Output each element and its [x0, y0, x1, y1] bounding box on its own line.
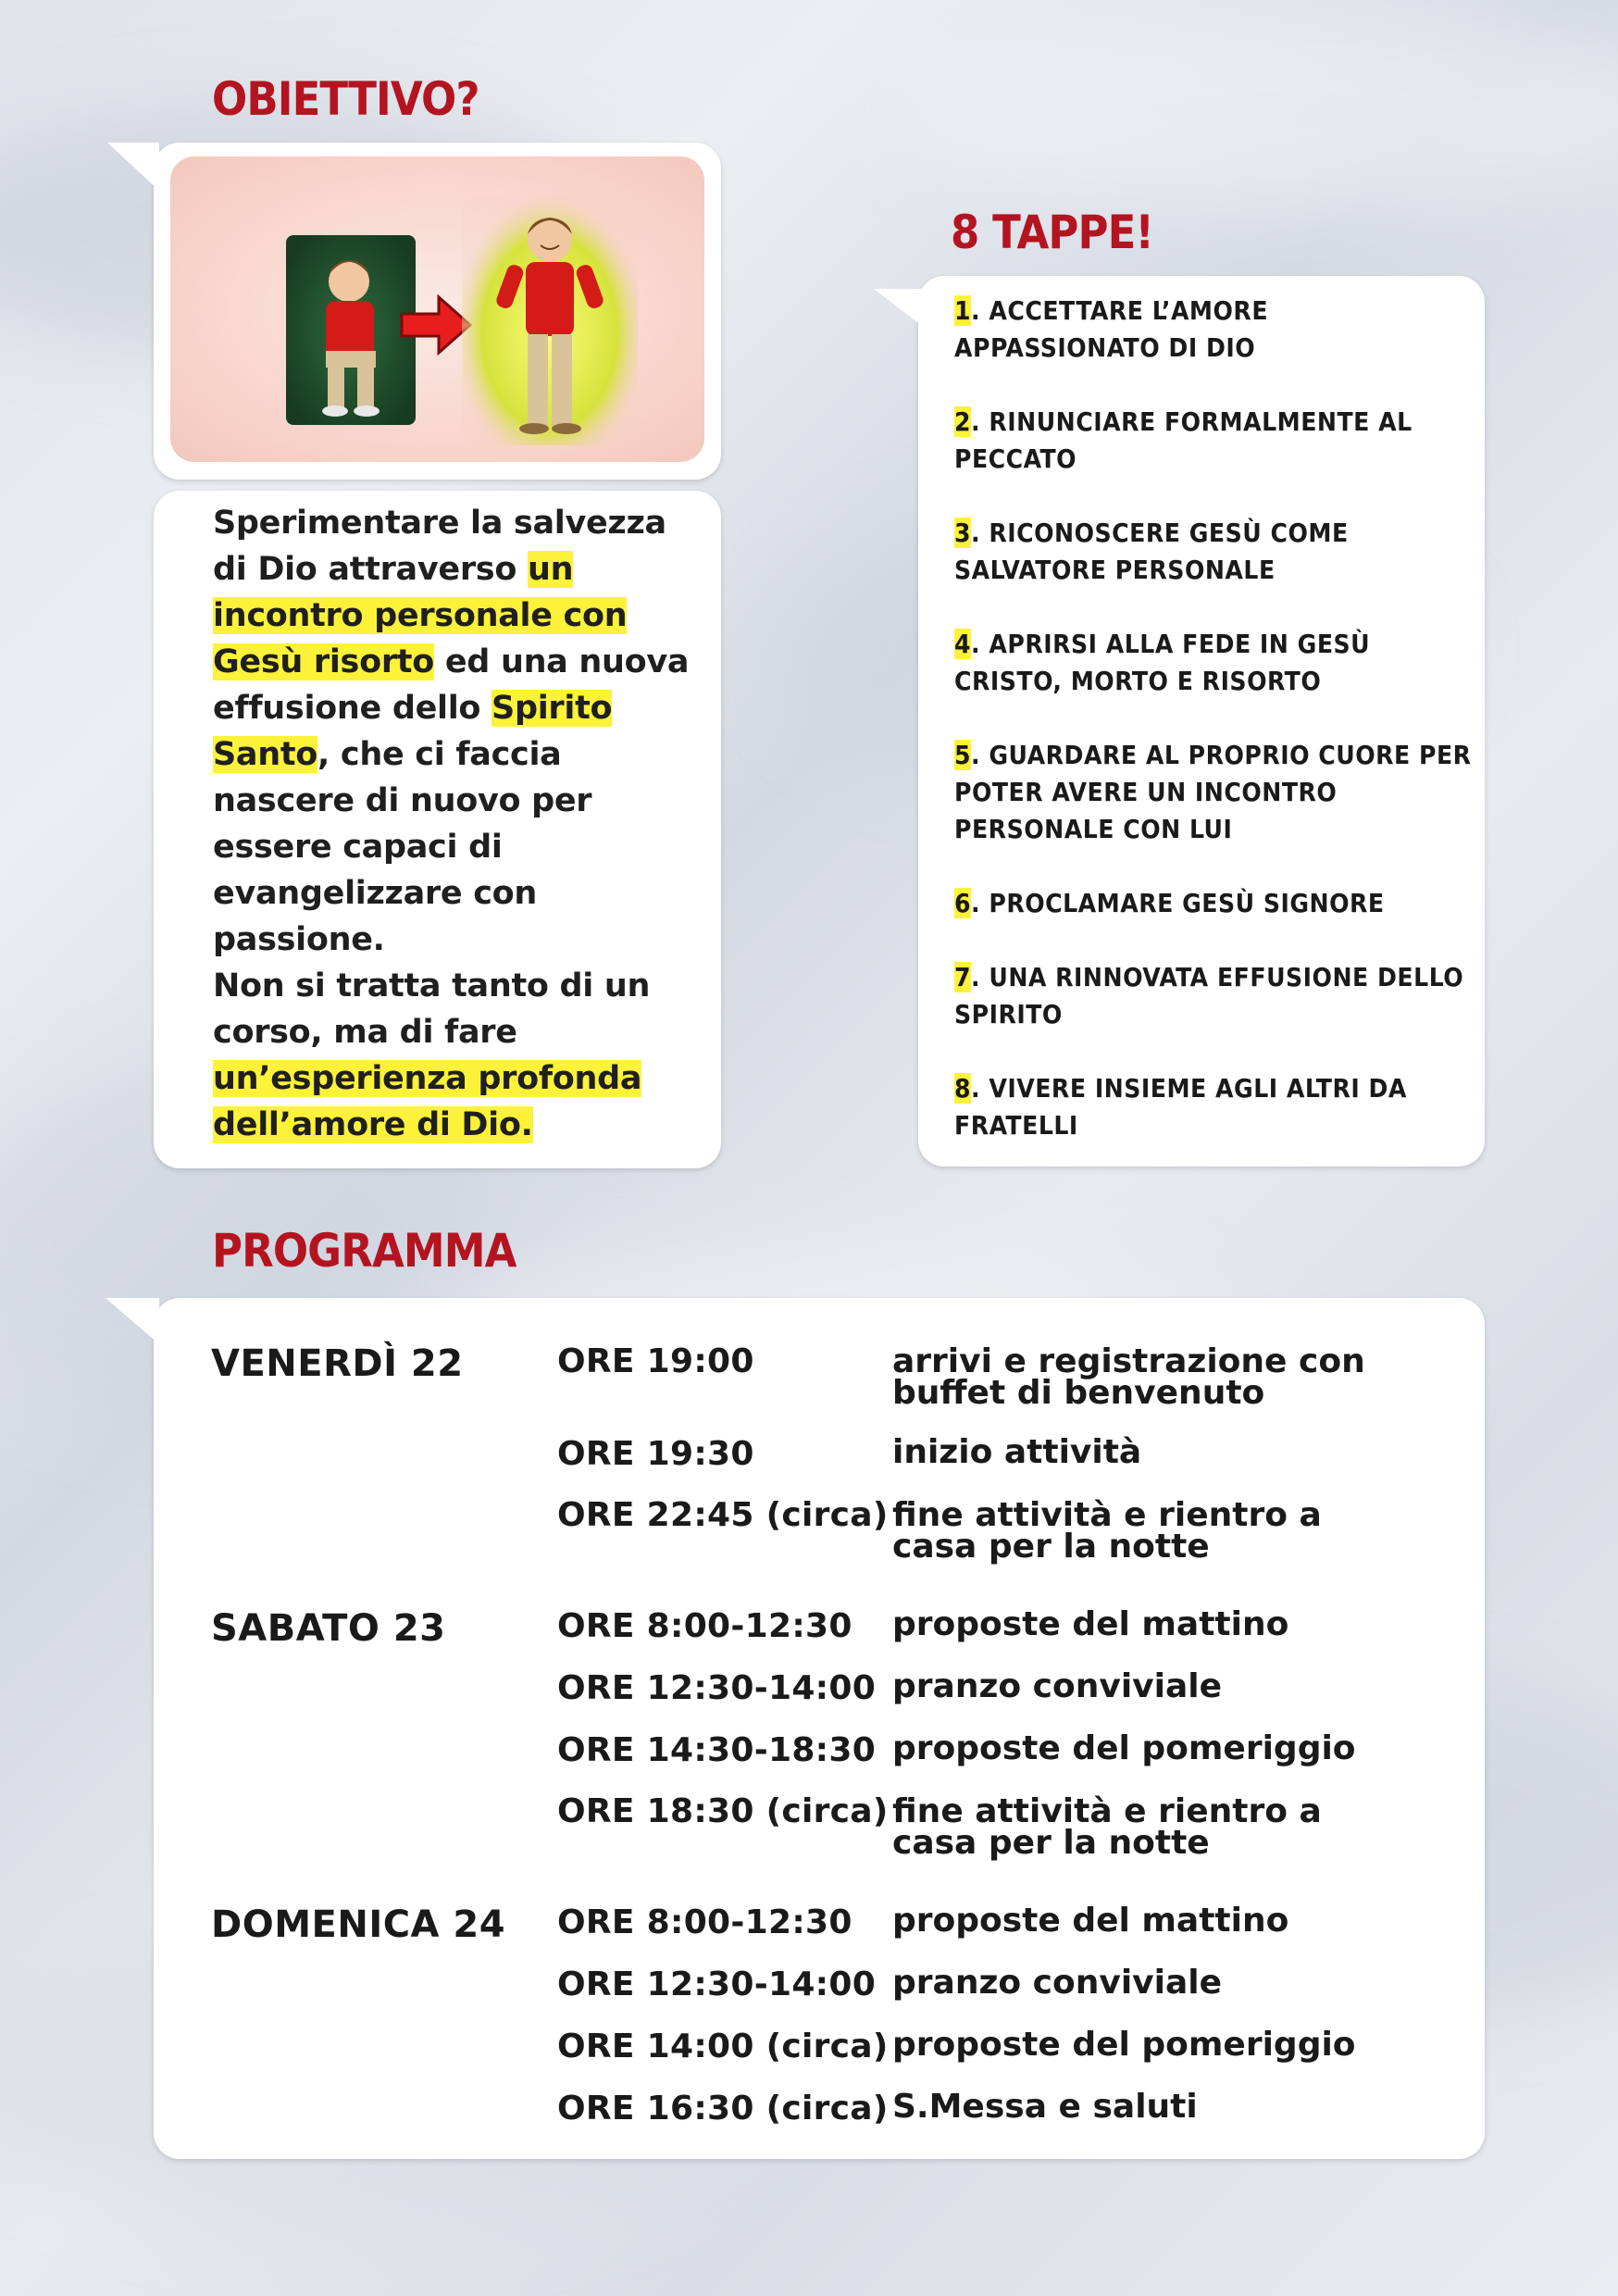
schedule-time: ORE 12:30-14:00: [557, 1965, 877, 2003]
tappa-text: . ACCETTARE L’AMORE APPASSIONATO DI DIO: [954, 295, 1269, 363]
schedule-time: ORE 12:30-14:00: [557, 1669, 877, 1707]
schedule-time: ORE 14:30-18:30: [557, 1731, 877, 1769]
objective-highlight-1: un incontro personale con Gesù risorto: [213, 551, 628, 680]
illustration-bubble: [154, 143, 721, 480]
tappa-text: . VIVERE INSIEME AGLI ALTRI DA FRATELLI: [954, 1073, 1407, 1141]
tappa-number: 6: [954, 888, 972, 918]
schedule-time: ORE 18:30 (circa): [557, 1792, 889, 1830]
schedule-day: SABATO 23: [211, 1607, 446, 1650]
objective-highlight-3: un’esperienza profonda dell’amore di Dio.: [213, 1060, 642, 1143]
tappa-number: 8: [954, 1073, 972, 1104]
schedule-time: ORE 16:30 (circa): [557, 2090, 889, 2128]
tappa-item: [954, 1070, 1473, 1144]
tappa-item: [954, 737, 1473, 848]
objective-text-box: [154, 491, 721, 1168]
objective-text-2: ed una nuova effusione dello: [213, 643, 690, 727]
schedule-activity: proposte del pomeriggio: [892, 1729, 1356, 1767]
schedule-activity: fine attività e rientro a casa per la notte: [892, 1496, 1322, 1566]
tappe-list: [954, 293, 1473, 1144]
schedule-day: DOMENICA 24: [211, 1903, 506, 1946]
schedule-activity: inizio attività: [892, 1433, 1142, 1471]
programma-heading: PROGRAMMA: [212, 1224, 517, 1278]
conversion-illustration: [170, 156, 704, 462]
schedule-time: ORE 19:30: [557, 1435, 754, 1473]
tappa-text: . UNA RINNOVATA EFFUSIONE DELLO SPIRITO: [954, 962, 1464, 1029]
bubble-tail: [106, 1298, 159, 1344]
tappa-text: . GUARDARE AL PROPRIO CUORE PER POTER AVERE UN INCONTRO PERSONALE CON LUI: [954, 740, 1472, 844]
schedule-activity: proposte del mattino: [892, 1605, 1289, 1643]
tappa-number: 3: [954, 518, 972, 548]
schedule-time: ORE 8:00-12:30: [557, 1607, 853, 1645]
tappa-item: [954, 959, 1473, 1033]
schedule-activity: fine attività e rientro a casa per la notte: [892, 1792, 1322, 1862]
illustration-frame: [170, 156, 704, 462]
tappa-number: 7: [954, 962, 972, 992]
schedule-time: ORE 8:00-12:30: [557, 1903, 853, 1941]
schedule-day: VENERDÌ 22: [211, 1342, 464, 1385]
tappa-text: . APRIRSI ALLA FEDE IN GESÙ CRISTO, MORTO E RISORTO: [954, 629, 1371, 696]
schedule-time: ORE 19:00: [557, 1342, 754, 1380]
objective-text-1: Sperimentare la salvezza di Dio attraverso: [213, 505, 666, 588]
objective-highlight-2: Spirito Santo: [213, 690, 613, 773]
programma-box: [154, 1298, 1485, 2159]
objective-text-4: Non si tratta tanto di un corso, ma di fare: [213, 967, 651, 1051]
tappe-box: [918, 276, 1485, 1167]
tappa-number: 1: [954, 295, 972, 326]
tappa-text: . PROCLAMARE GESÙ SIGNORE: [971, 888, 1385, 918]
objective-paragraph: [213, 500, 694, 1148]
tappa-item: [954, 885, 1473, 922]
tappa-number: 5: [954, 740, 972, 770]
tappa-text: . RICONOSCERE GESÙ COME SALVATORE PERSONALE: [954, 518, 1349, 585]
tappe-heading: 8 TAPPE!: [951, 206, 1154, 259]
tappa-number: 2: [954, 406, 972, 437]
schedule-activity: proposte del mattino: [892, 1902, 1289, 1940]
tappa-number: 4: [954, 629, 972, 659]
schedule-time: ORE 14:00 (circa): [557, 2028, 889, 2065]
schedule-activity: pranzo conviviale: [892, 1667, 1223, 1705]
tappa-item: [954, 293, 1473, 367]
tappa-item: [954, 626, 1473, 700]
bubble-tail: [874, 289, 922, 326]
schedule-time: ORE 22:45 (circa): [557, 1496, 889, 1534]
obiettivo-heading: OBIETTIVO?: [212, 72, 479, 126]
tappa-item: [954, 404, 1473, 478]
objective-text-3: , che ci faccia nascere di nuovo per essere capaci di evangelizzare con passione.: [213, 736, 592, 958]
schedule: [154, 1298, 1479, 2159]
schedule-activity: pranzo conviviale: [892, 1964, 1223, 2002]
tappa-item: [954, 515, 1473, 589]
schedule-activity: proposte del pomeriggio: [892, 2026, 1356, 2064]
schedule-activity: arrivi e registrazione con buffet di benvenuto: [892, 1342, 1365, 1412]
tappa-text: . RINUNCIARE FORMALMENTE AL PECCATO: [954, 406, 1413, 474]
bubble-tail: [107, 143, 159, 191]
schedule-activity: S.Messa e saluti: [892, 2088, 1198, 2126]
